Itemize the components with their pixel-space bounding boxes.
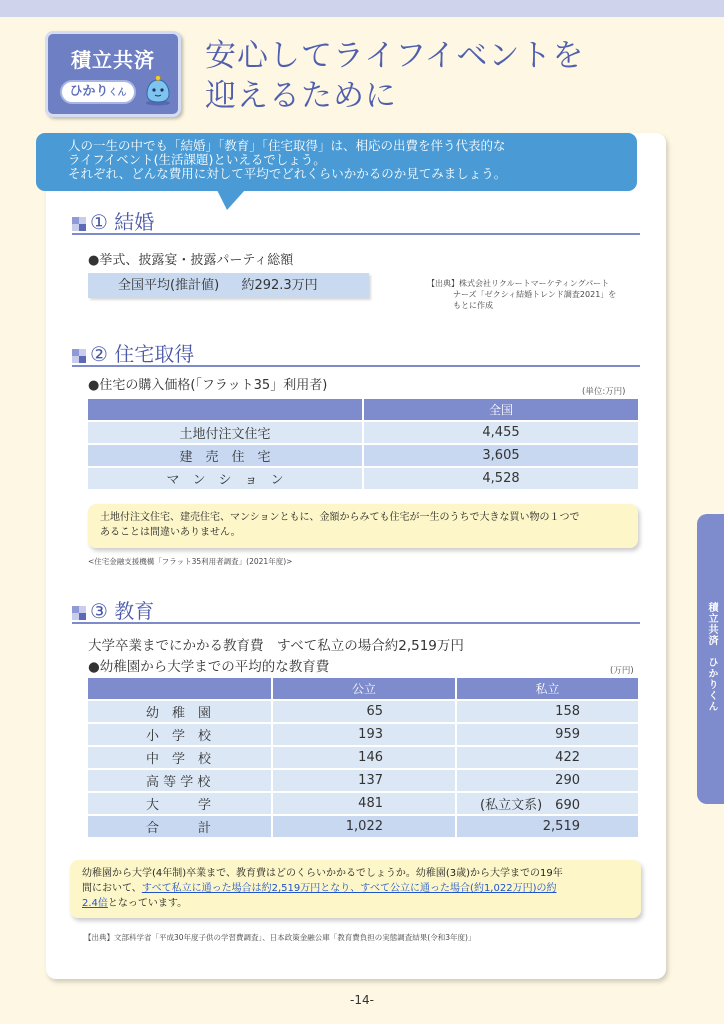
section-marker-icon (72, 606, 86, 620)
side-tab (697, 514, 724, 804)
education-row-label: 小 学 校 (87, 723, 272, 746)
marriage-average-label: 全国平均(推計値) (118, 278, 220, 293)
marriage-source-line3: もとに作成 (453, 301, 493, 310)
marriage-source-line2: ナーズ「ゼクシィ結婚トレンド調査2021」を (453, 290, 617, 299)
table-row (87, 444, 639, 467)
education-note-line1: 幼稚園から大学(4年制)卒業まで、教育費はどのくらいかかるでしょうか。幼稚園(3歳)から大学までの19年 (82, 868, 563, 879)
section-title-marriage: ① 結婚 (90, 210, 155, 234)
section-marker-icon (72, 349, 86, 363)
housing-source: <住宅金融支援機構「フラット35利用者調査」(2021年度)> (88, 557, 293, 566)
housing-row-label: マ ン シ ョ ン (87, 467, 363, 490)
education-table (86, 676, 640, 839)
housing-table (86, 397, 640, 491)
education-row-public: 137 (272, 769, 456, 792)
marriage-source-line1: 【出典】株式会社リクルートマーケティングパート (427, 279, 610, 288)
housing-col-header: 全国 (363, 398, 639, 421)
education-row-private: 959 (456, 723, 639, 746)
education-col-private: 私立 (456, 677, 639, 700)
education-note-ratio: 2.4倍 (82, 898, 108, 909)
page-title-line2: 迎えるために (205, 78, 397, 114)
side-tab-label: 積立共済 ひかりくん (706, 602, 717, 712)
mascot-icon (143, 74, 173, 106)
education-row-private: 290 (456, 769, 639, 792)
badge-title: 積立共済 (71, 48, 155, 72)
education-note (70, 860, 641, 918)
housing-row-value: 3,605 (363, 444, 639, 467)
housing-item: ●住宅の購入価格(「フラット35」利用者) (88, 378, 328, 393)
housing-row-label: 土地付注文住宅 (87, 421, 363, 444)
table-row (87, 700, 639, 723)
education-row-public: 481 (272, 792, 456, 815)
education-row-public: 146 (272, 746, 456, 769)
education-note-line2-a: 間において、 (82, 883, 142, 894)
housing-table-corner (87, 398, 363, 421)
education-table-corner (87, 677, 272, 700)
table-row (87, 769, 639, 792)
education-row-private: 422 (456, 746, 639, 769)
education-total-public: 1,022 (272, 815, 456, 838)
marriage-average-value: 約292.3万円 (241, 278, 318, 293)
housing-note (88, 504, 638, 548)
housing-note-line1: 土地付注文住宅、建売住宅、マンションともに、金額からみても住宅が一生のうちで大きな買い物の１つで (100, 512, 580, 523)
education-note-highlight: すべて私立に通った場合は約2,519万円となり、すべて公立に通った場合(約1,022万円)の約 (141, 883, 557, 894)
housing-unit: (単位:万円) (582, 387, 626, 397)
badge-pill-main: ひかり (69, 84, 109, 99)
intro-line1: 人の一生の中でも「結婚」「教育」「住宅取得」は、相応の出費を伴う代表的な (68, 138, 506, 153)
top-band (0, 0, 724, 17)
table-row (87, 467, 639, 490)
education-unit: (万円) (610, 666, 634, 676)
page-title (205, 36, 584, 116)
housing-row-label: 建 売 住 宅 (87, 444, 363, 467)
section-heading-marriage (72, 207, 640, 235)
table-row (87, 746, 639, 769)
table-row (87, 792, 639, 815)
education-note-line3 (82, 896, 641, 911)
education-total-private: 2,519 (456, 815, 639, 838)
education-row-label: 中 学 校 (87, 746, 272, 769)
section-heading-education (72, 596, 640, 624)
marriage-average-box (88, 273, 369, 298)
section-title-housing: ② 住宅取得 (90, 342, 195, 366)
education-col-public: 公立 (272, 677, 456, 700)
housing-row-value: 4,455 (363, 421, 639, 444)
table-row (87, 421, 639, 444)
education-note-line2 (82, 881, 641, 896)
table-row (87, 723, 639, 746)
page-number: -14- (350, 993, 374, 1007)
section-heading-housing (72, 339, 640, 367)
education-row-label: 大 学 (87, 792, 272, 815)
badge-pill (60, 80, 136, 104)
housing-row-value: 4,528 (363, 467, 639, 490)
marriage-item: ●挙式、披露宴・披露パーティ総額 (88, 253, 294, 268)
education-total-label: 合 計 (87, 815, 272, 838)
education-row-public: 65 (272, 700, 456, 723)
intro-line3: それぞれ、どんな費用に対して平均でどれくらいかかるのか見てみましょう。 (68, 166, 507, 181)
page-title-line1: 安心してライフイベントを (205, 38, 585, 74)
intro-line2: ライフイベント(生活課題)といえるでしょう。 (68, 152, 326, 167)
education-row-label: 幼 稚 園 (87, 700, 272, 723)
section-title-education: ③ 教育 (90, 599, 155, 623)
education-item: ●幼稚園から大学までの平均的な教育費 (88, 659, 330, 675)
badge-pill-small: くん (108, 88, 127, 98)
education-row-public: 193 (272, 723, 456, 746)
marriage-source (427, 278, 637, 311)
housing-note-line2: あることは間違いありません。 (100, 527, 241, 538)
education-row-private: (私立文系) 690 (456, 792, 639, 815)
education-row-private: 158 (456, 700, 639, 723)
education-row-label: 高 等 学 校 (87, 769, 272, 792)
series-badge (45, 31, 181, 117)
intro-bubble (36, 133, 637, 191)
education-source: 【出典】文部科学省「平成30年度子供の学習費調査」、日本政策金融公庫「教育費負担の実態調査結果(令和3年度)」 (84, 933, 476, 942)
education-note-line3-b: となっています。 (107, 898, 188, 909)
education-summary: 大学卒業までにかかる教育費 すべて私立の場合約2,519万円 (88, 638, 464, 654)
section-marker-icon (72, 217, 86, 231)
table-row-total (87, 815, 639, 838)
